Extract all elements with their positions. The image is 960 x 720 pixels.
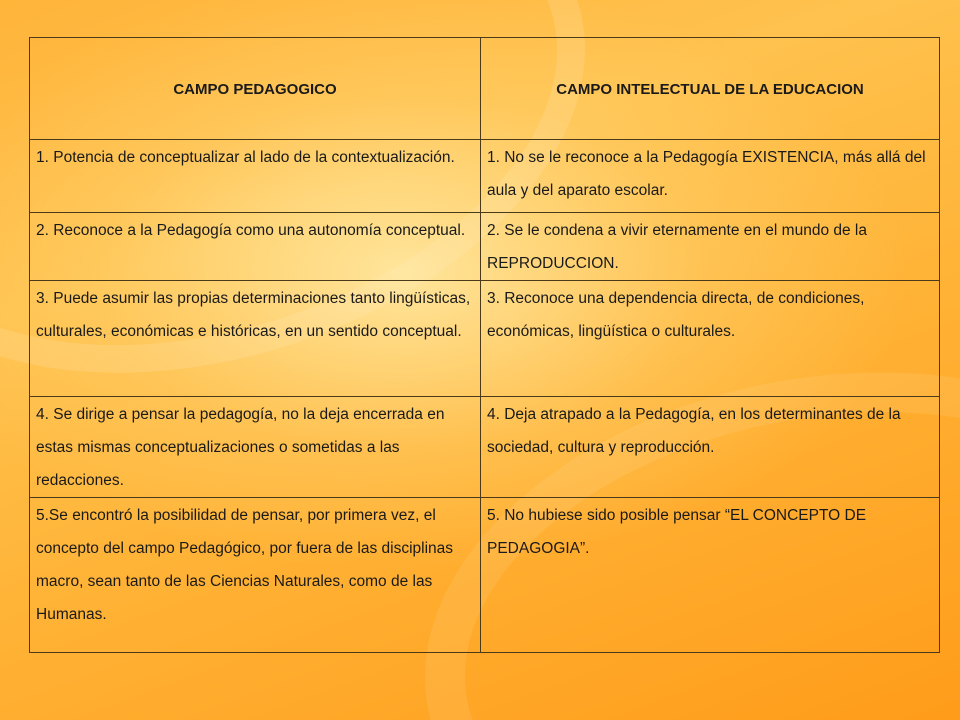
header-campo-intelectual: CAMPO INTELECTUAL DE LA EDUCACION: [481, 38, 940, 140]
table-cell-right: 1. No se le reconoce a la Pedagogía EXISTENCIA, más allá del aula y del aparato escolar.: [481, 140, 940, 213]
table-cell-left: 4. Se dirige a pensar la pedagogía, no la deja encerrada en estas mismas conceptualizaciones o sometidas a las redacciones.: [30, 397, 481, 498]
table-cell-left: 3. Puede asumir las propias determinaciones tanto lingüísticas, culturales, económicas e históricas, en un sentido conceptual.: [30, 281, 481, 397]
table-header-row: [30, 38, 940, 140]
table-cell-left: 2. Reconoce a la Pedagogía como una autonomía conceptual.: [30, 213, 481, 281]
table-row: [30, 140, 940, 213]
header-campo-pedagogico: CAMPO PEDAGOGICO: [30, 38, 481, 140]
table-row: [30, 281, 940, 397]
table-row: [30, 213, 940, 281]
comparison-table: [29, 37, 940, 653]
comparison-table-container: [29, 37, 939, 653]
table-cell-right: 5. No hubiese sido posible pensar “EL CONCEPTO DE PEDAGOGIA”.: [481, 498, 940, 653]
table-row: [30, 397, 940, 498]
table-cell-left: 5.Se encontró la posibilidad de pensar, por primera vez, el concepto del campo Pedagógico, por fuera de las disciplinas macro, sean tanto de las Ciencias Naturales, como de las Humanas.: [30, 498, 481, 653]
table-row: [30, 498, 940, 653]
table-cell-right: 2. Se le condena a vivir eternamente en el mundo de la REPRODUCCION.: [481, 213, 940, 281]
table-cell-right: 3. Reconoce una dependencia directa, de condiciones, económicas, lingüística o culturales.: [481, 281, 940, 397]
table-cell-right: 4. Deja atrapado a la Pedagogía, en los determinantes de la sociedad, cultura y reproducción.: [481, 397, 940, 498]
table-cell-left: 1. Potencia de conceptualizar al lado de la contextualización.: [30, 140, 481, 213]
